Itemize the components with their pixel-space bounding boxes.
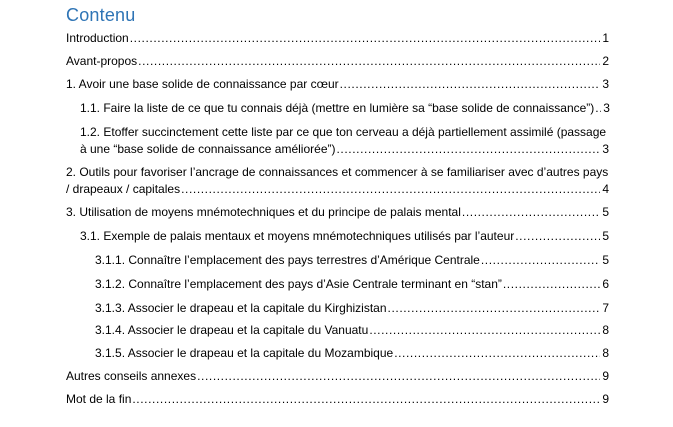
toc-leader-dots xyxy=(369,322,600,339)
toc-entry-text: 3. Utilisation de moyens mnémotechniques et du principe de palais mental xyxy=(66,205,461,219)
toc-leader-dots xyxy=(197,368,600,385)
toc-entry-text: 3.1.5. Associer le drapeau et la capitale du Mozambique xyxy=(95,346,394,360)
toc-page-number: 9 xyxy=(602,392,609,406)
toc-entry-text: 3.1.4. Associer le drapeau et la capitale du Vanuatu xyxy=(95,323,369,337)
toc-entry-section-3-1-5[interactable] xyxy=(95,345,609,362)
toc-page-number: 3 xyxy=(602,77,609,91)
toc-entry-text: 1.1. Faire la liste de ce que tu connais déjà (mettre en lumière sa “base solide de connaissance”) xyxy=(80,101,595,115)
toc-entry-text: Autres conseils annexes xyxy=(66,369,197,383)
toc-entry-text: Mot de la fin xyxy=(66,392,132,406)
toc-entry-section-1-1[interactable] xyxy=(80,100,609,117)
toc-entry-section-3-1-1[interactable] xyxy=(95,252,609,269)
toc-entry-mot-de-la-fin[interactable] xyxy=(66,391,609,408)
toc-entry-text: Avant-propos xyxy=(66,54,138,68)
toc-entry-text-line2: / drapeaux / capitales xyxy=(66,182,181,196)
toc-entry-section-1[interactable] xyxy=(66,76,609,93)
toc-page-number: 4 xyxy=(602,182,609,196)
toc-page-number: 2 xyxy=(602,54,609,68)
toc-page-number: 9 xyxy=(602,369,609,383)
toc-entry-avant-propos[interactable] xyxy=(66,53,609,70)
toc-page-number: 5 xyxy=(602,253,609,267)
toc-entry-text: 3.1.1. Connaître l’emplacement des pays terrestres d’Amérique Centrale xyxy=(95,253,480,267)
toc-entry-section-2[interactable] xyxy=(66,164,609,198)
toc-leader-dots xyxy=(340,76,601,93)
toc-leader-dots xyxy=(481,252,600,269)
toc-page-number: 3 xyxy=(602,142,609,156)
toc-page-number: 7 xyxy=(602,301,609,315)
toc-entry-section-1-2[interactable] xyxy=(80,124,609,158)
toc-entry-text: 3.1.2. Connaître l’emplacement des pays d’Asie Centrale terminant en “stan” xyxy=(95,277,502,291)
toc-entry-introduction[interactable] xyxy=(66,30,609,47)
toc-entry-section-3-1-2[interactable] xyxy=(95,276,609,293)
toc-entry-text: 1. Avoir une base solide de connaissance par cœur xyxy=(66,77,339,91)
toc-entry-text-line2: à une “base solide de connaissance améliorée”) xyxy=(80,142,336,156)
toc-page-number: 1 xyxy=(602,31,609,45)
toc-leader-dots xyxy=(462,204,600,221)
toc-entry-section-3-1[interactable] xyxy=(80,228,609,245)
toc-leader-dots xyxy=(138,53,600,70)
toc-page-number: 5 xyxy=(602,205,609,219)
toc-entry-section-3-1-3[interactable] xyxy=(95,300,609,317)
toc-entry-text: 3.1. Exemple de palais mentaux et moyens mnémotechniques utilisés par l’auteur xyxy=(80,229,515,243)
toc-page-number: 3 xyxy=(603,101,610,115)
toc-entry-text: Introduction xyxy=(66,31,129,45)
toc-entry-text-line1: 1.2. Etoffer succinctement cette liste par ce que ton cerveau a déjà partiellement assimilé (passage xyxy=(80,125,607,139)
toc-page-number: 5 xyxy=(602,229,609,243)
toc-leader-dots xyxy=(503,276,600,293)
toc-page-number: 6 xyxy=(602,277,609,291)
toc-leader-dots xyxy=(388,300,601,317)
toc-entry-section-3[interactable] xyxy=(66,204,609,221)
toc-entry-text-line1: 2. Outils pour favoriser l’ancrage de connaissances et commencer à se familiariser avec d’autres pays xyxy=(66,165,609,179)
toc-leader-dots xyxy=(132,391,600,408)
toc-title: Contenu xyxy=(66,5,136,25)
toc-leader-dots xyxy=(337,141,601,158)
toc-leader-dots xyxy=(595,100,601,117)
toc-entry-text: 3.1.3. Associer le drapeau et la capitale du Kirghizistan xyxy=(95,301,387,315)
toc-leader-dots xyxy=(130,30,601,47)
toc-leader-dots xyxy=(515,228,600,245)
toc-leader-dots xyxy=(181,181,600,198)
toc-leader-dots xyxy=(394,345,600,362)
toc-page-number: 8 xyxy=(602,346,609,360)
toc-page-number: 8 xyxy=(602,323,609,337)
toc-entry-autres-conseils[interactable] xyxy=(66,368,609,385)
toc-entry-section-3-1-4[interactable] xyxy=(95,322,609,339)
